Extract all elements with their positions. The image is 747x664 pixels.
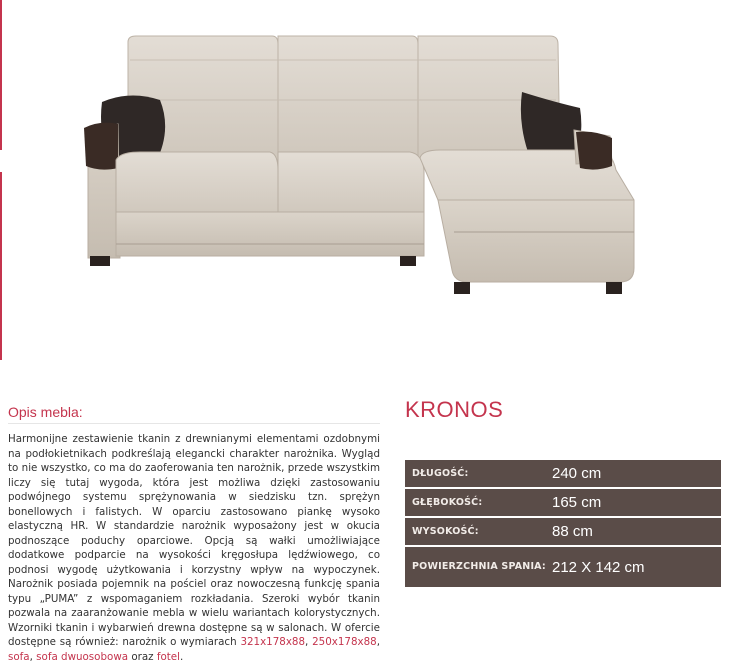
left-accent-rule (0, 0, 2, 360)
description-body: Harmonijne zestawienie tkanin z drewnianymi elementami ozdobnymi na podłokietnikach podkreślają elegancki charakter narożnika. Wygląd to nie wszystko, co ma do zaoferowania ten narożnik, przede wszystkim liczy się tutaj wygoda, która jest możliwa dzięki zastosowaniu podwójnego systemu sprężynowania w siedzisku tzn. sprężyn bonellowych i falistych. W oparciu zastosowano piankę wysoko elastyczną HR. W standardzie narożnik wyposażony jest w okucia podnoszące poduchy oparciowe. Opcją są wałki umożliwiające dodatkowe podparcie na wysokości kręgosłupa lędźwiowego, co podnosi wygodę użytkowania i korzystny wpływ na wypoczynek. Narożnik posiada pojemnik na pościel oraz nowoczesną funkcję spania typu „PUMA” z wspomaganiem rozkładania. Szeroki wybór tkanin pozwala na zaaranżowanie mebla w wielu wariantach kolorystycznych. Wzorniki tkanin i wybarwień drewna dostępne są w salonach. W ofercie dostępne są również: narożnik o wymiarach (8, 433, 380, 648)
spec-label: DŁUGOŚĆ: (412, 467, 469, 479)
description-heading: Opis mebla: (8, 404, 380, 424)
spec-label: POWIERZCHNIA SPANIA: (412, 561, 546, 572)
sofa-photo (60, 20, 660, 320)
spec-row-depth (405, 489, 721, 516)
spec-label: WYSOKOŚĆ: (412, 525, 479, 537)
left-accent-gap (0, 150, 2, 172)
spec-value: 240 cm (552, 465, 602, 482)
link-size-250[interactable]: 250x178x88 (312, 636, 377, 648)
separator: , (29, 650, 37, 663)
separator: , (305, 636, 313, 648)
spec-value: 212 X 142 cm (552, 558, 645, 576)
spec-row-height (405, 518, 721, 545)
link-fotel[interactable]: fotel (156, 650, 181, 663)
spec-row-sleep-area (405, 547, 721, 587)
description-section (8, 404, 380, 664)
spec-label: GŁĘBOKOŚĆ: (412, 496, 483, 508)
separator: , (376, 636, 381, 648)
spec-row-length (405, 460, 721, 487)
link-size-321[interactable]: 321x178x88 (240, 636, 306, 648)
description-text (8, 432, 380, 664)
link-sofa[interactable]: sofa (8, 650, 30, 663)
product-title: KRONOS (405, 397, 504, 422)
period: . (180, 650, 184, 663)
spec-value: 88 cm (552, 523, 593, 540)
specs-table (405, 460, 721, 589)
link-sofa-dwuosobowa[interactable]: sofa dwuosobowa (36, 650, 129, 663)
spec-value: 165 cm (552, 494, 602, 511)
conjunction: oraz (128, 650, 157, 663)
